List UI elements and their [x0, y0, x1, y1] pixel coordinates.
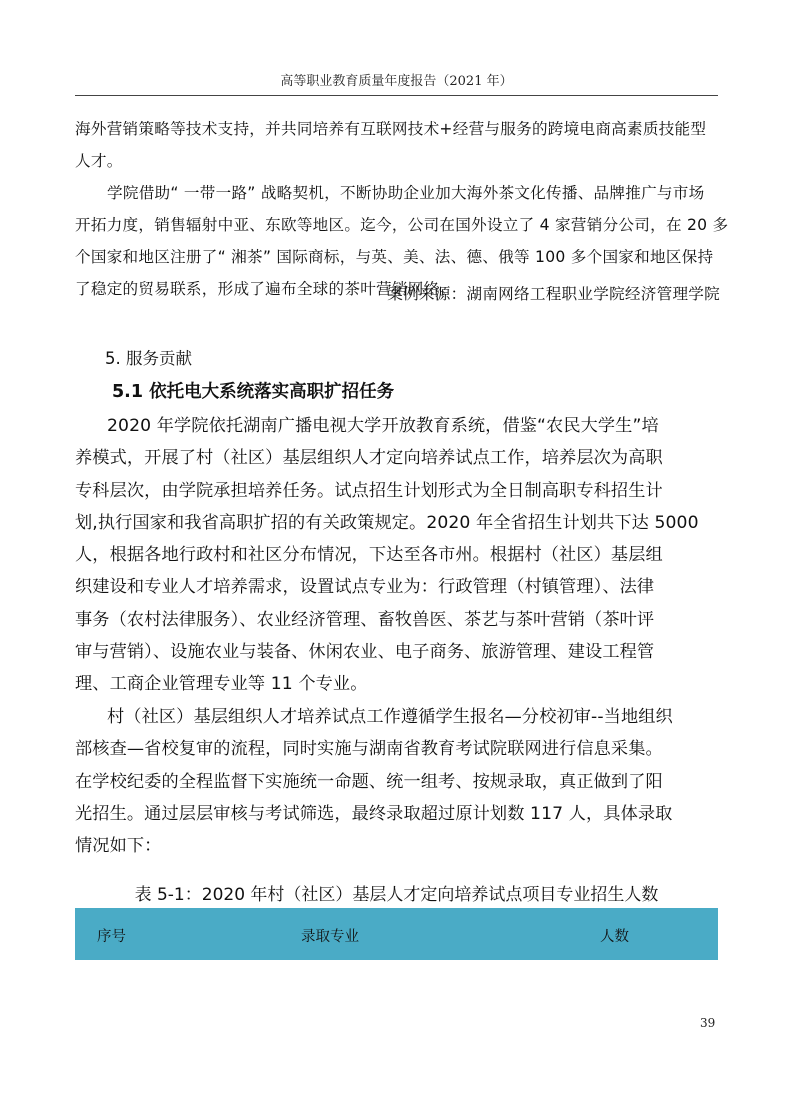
text-line: 织建设和专业人才培养需求，设置试点专业为：行政管理（村镇管理）、法律 — [75, 577, 655, 598]
section-heading: 5. 服务贡献 — [105, 349, 192, 368]
text-line: 人，根据各地行政村和社区分布情况，下达至各市州。根据村（社区）基层组 — [75, 545, 663, 566]
text-line: 理、工商企业管理专业等 11 个专业。 — [75, 674, 368, 695]
column-header-major: 录取专业 — [301, 929, 359, 945]
text-line: 养模式，开展了村（社区）基层组织人才定向培养试点工作，培养层次为高职 — [75, 448, 663, 469]
body-paragraph-1 — [75, 410, 720, 701]
page-number: 39 — [700, 1016, 716, 1030]
text-line: 情况如下： — [75, 836, 162, 857]
text-line: 专科层次，由学院承担培养任务。试点招生计划形式为全日制高职专科招生计 — [75, 480, 663, 501]
case-source: 案例来源：湖南网络工程职业学院经济管理学院 — [387, 285, 720, 303]
running-title: 高等职业教育质量年度报告（2021 年） — [280, 74, 513, 89]
text-line: 事务（农村法律服务）、农业经济管理、畜牧兽医、茶艺与茶叶营销（茶叶评 — [75, 609, 655, 630]
text-line: 在学校纪委的全程监督下实施统一命题、统一组考、按规录取，真正做到了阳 — [75, 771, 663, 792]
text-line: 村（社区）基层组织人才培养试点工作遵循学生报名—分校初审--当地组织 — [107, 707, 673, 727]
text-line: 部核查—省校复审的流程，同时实施与湖南省教育考试院联网进行信息采集。 — [75, 739, 663, 760]
text-line: 个国家和地区注册了“ 湘茶” 国际商标，与英、美、法、德、俄等 100 多个国家和地区保持 — [75, 248, 714, 266]
text-line: 海外营销策略等技术支持，并共同培养有互联网技术+经营与服务的跨境电商高素质技能型 — [75, 120, 707, 138]
text-line: 划,执行国家和我省高职扩招的有关政策规定。2020 年全省招生计划共下达 5000 — [75, 512, 699, 533]
text-line: 光招生。通过层层审核与考试筛选，最终录取超过原计划数 117 人，具体录取 — [75, 803, 673, 824]
table-header-row — [75, 908, 718, 960]
case-study-text — [75, 113, 729, 305]
text-line: 了稳定的贸易联系，形成了遍布全球的茶叶营销网络。 — [75, 280, 456, 298]
subsection-heading: 5.1 依托电大系统落实高职扩招任务 — [112, 382, 395, 402]
text-line: 审与营销）、设施农业与装备、休闲农业、电子商务、旅游管理、建设工程管 — [75, 642, 655, 663]
table-caption: 表 5-1：2020 年村（社区）基层人才定向培养试点项目专业招生人数 — [134, 885, 659, 905]
text-line: 2020 年学院依托湖南广播电视大学开放教育系统，借鉴“农民大学生”培 — [107, 416, 659, 436]
column-header-count: 人数 — [600, 929, 629, 945]
text-line: 人才。 — [75, 152, 123, 170]
column-header-number: 序号 — [97, 929, 126, 945]
header-rule — [75, 95, 718, 96]
body-paragraph-2 — [75, 701, 720, 862]
text-line: 开拓力度，销售辐射中亚、东欧等地区。迄今，公司在国外设立了 4 家营销分公司，在 20 多 — [75, 216, 729, 234]
text-line: 学院借助“ 一带一路” 战略契机，不断协助企业加大海外茶文化传播、品牌推广与市场 — [107, 184, 705, 202]
